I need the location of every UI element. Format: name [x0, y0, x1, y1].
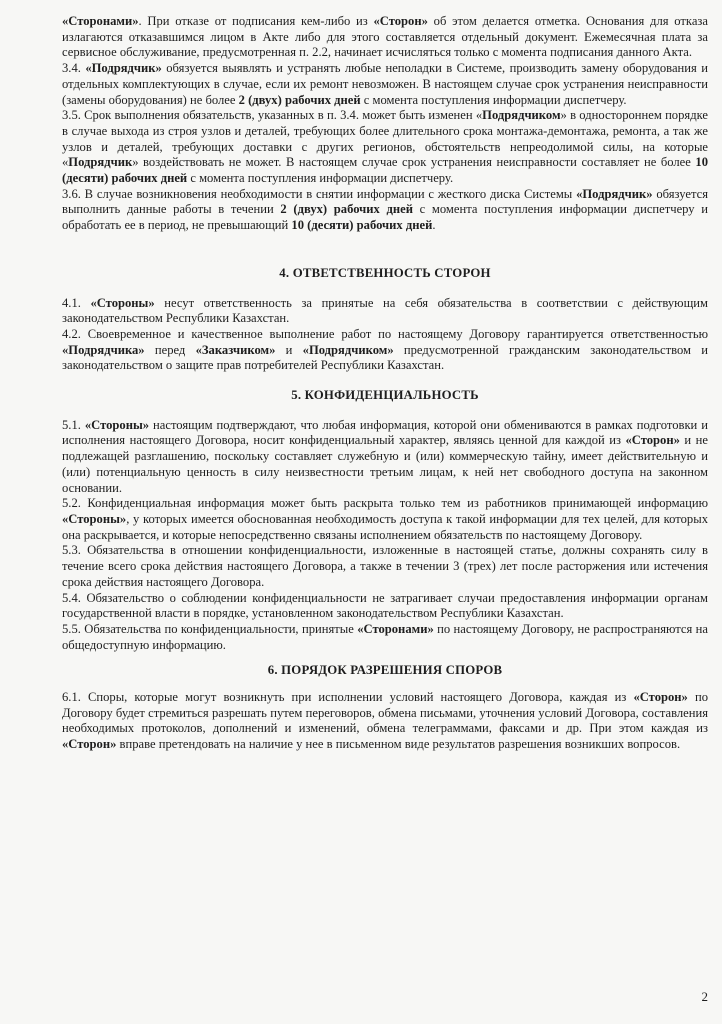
bold-text-span: «Подрядчиком» — [302, 342, 394, 357]
bold-text-span: 10 (десяти) рабочих дней — [62, 155, 708, 186]
bold-text-span: «Сторон» — [62, 737, 117, 752]
bold-text-span: «Стороны» — [90, 295, 155, 310]
paragraph-p-5-3 — [62, 543, 708, 590]
bold-text-span: «Подрядчик» — [576, 186, 653, 201]
text-span: 3.5. Срок выполнения обязательств, указанных в п. 3.4. может быть изменен « — [62, 108, 483, 123]
page-number: 2 — [701, 989, 708, 1004]
bold-text-span: 2 (двух) рабочих дней — [238, 92, 361, 107]
section-heading-h6: 6. ПОРЯДОК РАЗРЕШЕНИЯ СПОРОВ — [267, 663, 503, 678]
text-span: 5.2. Конфиденциальная информация может быть раскрыта только тем из работников принимающей информацию — [62, 496, 708, 511]
bold-text-span: 10 (десяти) рабочих дней — [291, 218, 433, 233]
paragraph-p-5-1 — [62, 418, 708, 497]
bold-text-span: «Подрядчик» — [85, 61, 162, 76]
bold-text-span: Подрядчик — [68, 155, 133, 170]
bold-text-span: «Сторонами» — [62, 14, 139, 28]
text-span: 4.2. Своевременное и качественное выполнение работ по настоящему Договору гарантируется ответственностью — [62, 326, 708, 341]
text-span: 4.1. — [62, 295, 91, 310]
bold-text-span: «Заказчиком» — [195, 342, 276, 357]
paragraph-p-3-4 — [62, 61, 708, 108]
bold-text-span: «Стороны» — [84, 417, 150, 432]
paragraph-p-4-2 — [62, 327, 708, 374]
section-heading-h5: 5. КОНФИДЕНЦИАЛЬНОСТЬ — [291, 388, 479, 403]
paragraph-p-3-6 — [62, 187, 708, 234]
paragraph-p-4-1 — [62, 296, 708, 327]
text-span: и — [275, 342, 303, 357]
text-span: с момента поступления информации диспетчеру. — [187, 171, 454, 186]
paragraph-p-5-2 — [62, 496, 708, 543]
bold-text-span: «Подрядчика» — [62, 342, 145, 357]
text-span: 5.4. Обязательство о соблюдении конфиденциальности не затрагивает случаи предоставления информации органам государственной власти в порядке, установленном законодательством Республики Казахстан. — [62, 590, 708, 621]
text-span: обязуется выявлять и устранять любые неполадки в Системе, производить замену оборудования и отдельных комплектующих в случае, если их ремонт невозможен. В настоящем случае срок устранения неисправности (замены оборудования) не более — [62, 61, 708, 107]
paragraph-p-6-1 — [62, 690, 708, 753]
text-span: об этом делается отметка. Основания для отказа излагаются отказавшимся лицом в Акте либо для этого составляется отдельный документ. Ежемесячная плата за сервисное обслуживание, предусмотренная п. 2.2, начинает исчисляться только с момента подписания данного Акта. — [62, 14, 708, 60]
text-span: , у которых имеется обоснованная необходимость доступа к такой информации для тех целей, для которых она раскрывается, и которые непосредственно связаны исполнением обязательств по настоящему Договору. — [62, 511, 708, 542]
bold-text-span: Подрядчиком — [482, 108, 561, 123]
text-span: несут ответственность за принятые на себя обязательства в соответствии с действующим законодательством Республики Казахстан. — [62, 295, 709, 326]
text-span: предусмотренной гражданским законодательством и законодательством о защите прав потребителей Республики Казахстан. — [62, 342, 708, 373]
text-span: 6.1. Споры, которые могут возникнуть при исполнении условий настоящего Договора, каждая из — [62, 690, 634, 705]
text-span: с момента поступления информации диспетчеру. — [360, 92, 627, 107]
text-span: . При отказе от подписания кем-либо из — [138, 14, 374, 28]
paragraph-p-3-5 — [62, 108, 708, 187]
text-span: 3.4. — [62, 61, 86, 76]
text-span: по Договору будет стремиться разрешать путем переговоров, обмена письмами, уточнения условий Договора, составления необходимых протоколов, дополнений и изменений, обмена телеграммами, факсами и др. При этом каждая из — [62, 690, 708, 736]
text-span: » воздействовать не может. В настоящем случае срок устранения неисправности составляет не более — [132, 155, 696, 170]
text-span: с момента поступления информации диспетчеру и обработать ее в период, не превышающий — [62, 202, 708, 233]
document-page — [62, 14, 708, 753]
paragraph-p-cont — [62, 14, 708, 61]
bold-text-span: «Сторон» — [373, 14, 428, 28]
text-span: 5.3. Обязательства в отношении конфиденциальности, изложенные в настоящей статье, должны сохранять силу в течение всего срока действия настоящего Договора, а также в течении 3 (трех) лет после расторжения или истечения срока действия настоящего Договора. — [62, 543, 708, 589]
text-span: обязуется выполнить данные работы в течении — [62, 186, 708, 217]
bold-text-span: «Стороны» — [62, 511, 127, 526]
bold-text-span: «Сторонами» — [357, 621, 434, 636]
bold-text-span: 2 (двух) рабочих дней — [280, 202, 413, 217]
text-span: по настоящему Договору, не распространяются на общедоступную информацию. — [62, 621, 708, 652]
section-heading-h4: 4. ОТВЕТСТВЕННОСТЬ СТОРОН — [279, 265, 491, 280]
text-span: и не подлежащей разглашению, поскольку составляет служебную и (или) коммерческую тайну, имеет действительную и (или) потенциальную ценность в силу неизвестности третьим лицам, к ней нет свободного доступа на законном основании. — [62, 433, 708, 495]
text-span: настоящим подтверждают, что любая информация, которой они обмениваются в рамках подготовки и исполнения настоящего Договора, носит конфиденциальный характер, являясь ценной для каждой из — [62, 417, 708, 448]
bold-text-span: «Сторон» — [633, 690, 688, 705]
paragraph-p-5-5 — [62, 622, 708, 653]
text-span: вправе претендовать на наличие у нее в письменном виде результатов разрешения возникших вопросов. — [116, 737, 681, 752]
text-span: 3.6. В случае возникновения необходимости в снятии информации с жесткого диска Системы — [62, 186, 577, 201]
text-span: » в одностороннем порядке в случае выхода из строя узлов и деталей, требующих более длительного срока монтажа-демонтажа, ремонта, а так же узлов и деталей, требующих доставки с других регионов, обстоятельств непреодолимой силы, на которые « — [62, 108, 709, 170]
bold-text-span: «Сторон» — [625, 433, 680, 448]
text-span: перед — [144, 342, 196, 357]
text-span: . — [432, 218, 436, 233]
paragraph-p-5-4 — [62, 591, 708, 622]
text-span: 5.5. Обязательства по конфиденциальности, принятые — [62, 621, 358, 636]
text-span: 5.1. — [62, 417, 85, 432]
